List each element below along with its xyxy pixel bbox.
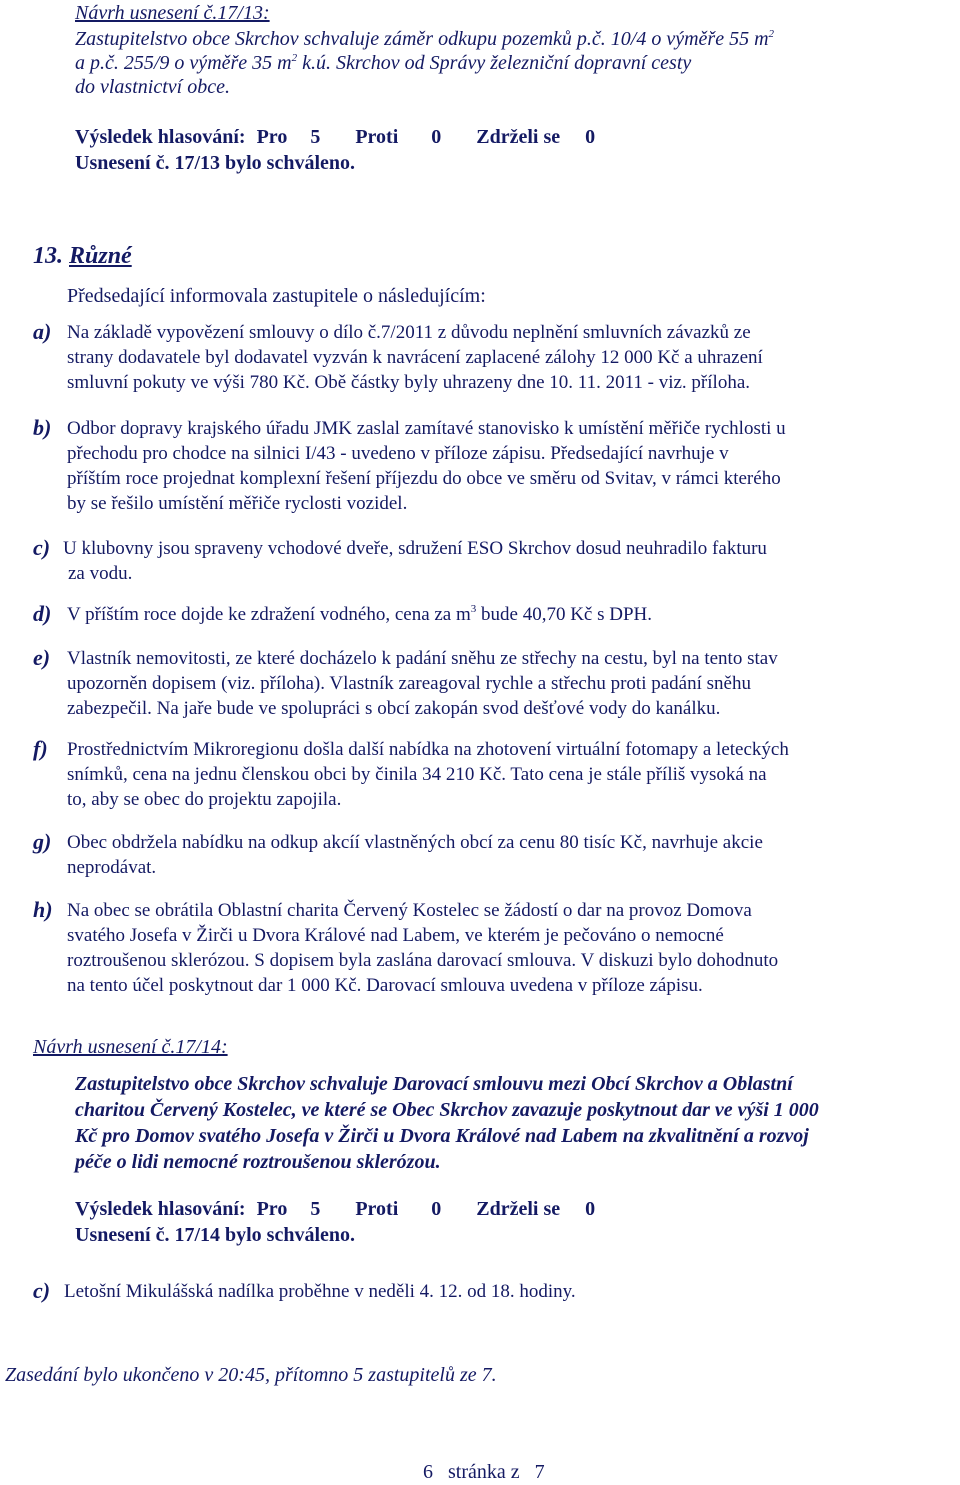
item-c-label: c) (33, 535, 51, 560)
item-c-line: U klubovny jsou spraveny vchodové dveře, sdružení ESO Skrchov dosud neuhradilo fakturu (63, 538, 767, 559)
item-h-label: h) (33, 897, 53, 922)
item-g-line: Obec obdržela nabídku na odkup akcíí vlastněných obcí za cenu 80 tisíc Kč, navrhuje akcie (67, 832, 763, 853)
item-a-line: Na základě vypovězení smlouvy o dílo č.7/2011 z důvodu neplnění smluvních závazků ze (67, 322, 751, 343)
item-b-label: b) (33, 415, 52, 440)
item-g-line: neprodávat. (67, 857, 157, 878)
vote-result-14: Výsledek hlasování: Pro 5 Proti 0 Zdrželi se 0 (75, 1198, 596, 1220)
vote-result-13: Výsledek hlasování: Pro 5 Proti 0 Zdrželi se 0 (75, 126, 596, 148)
item-f-line: Prostřednictvím Mikroregionu došla další nabídka na zhotovení virtuální fotomapy a leteckých (67, 739, 789, 760)
resolution-13-heading: Návrh usnesení č.17/13: (75, 2, 270, 24)
resolution-14-line: péče o lidi nemocné roztroušenou sklerózou. (75, 1151, 441, 1173)
item-c-line: za vodu. (68, 563, 133, 584)
page-footer (423, 1459, 545, 1485)
item-h-line: roztroušenou sklerózou. S dopisem byla zaslána darovací smlouva. V diskuzi bylo dohodnuto (67, 950, 779, 971)
resolution-13-line-3: do vlastnictví obce. (75, 76, 230, 98)
item-f-line: snímků, cena na jednu členskou obci by činila 34 210 Kč. Tato cena je stále příliš vysoká na (67, 764, 767, 785)
resolution-14-line: charitou Červený Kostelec, ve které se Obec Skrchov zavazuje poskytnout dar ve výši 1 000 (75, 1099, 819, 1121)
item-f-line: to, aby se obec do projektu zapojila. (67, 789, 342, 810)
item-d-line: V příštím roce dojde ke zdražení vodného, cena za $m^3$ bude 40,70 Kč s DPH. (67, 603, 653, 625)
resolution-13-line-1: Zastupitelstvo obce Skrchov schvaluje záměr odkupu pozemků p.č. 10/4 o výměře 55 $m^2$ (75, 28, 775, 50)
section-13-intro: Předsedající informovala zastupitele o následujícím: (67, 285, 486, 307)
item-h-line: Na obec se obrátila Oblastní charita Červený Kostelec se žádostí o dar na provoz Domova (67, 900, 752, 921)
resolution-14-result: Usnesení č. 17/14 bylo schváleno. (75, 1224, 356, 1246)
item-b-line: by se řešilo umístění měřiče ryclosti vozidel. (67, 493, 408, 514)
item-e-line: Vlastník nemovitosti, ze které docházelo k padání sněhu ze střechy na cestu, byl na tento stav (67, 648, 778, 669)
closing-note: Zasedání bylo ukončeno v 20:45, přítomno 5 zastupitelů ze 7. (5, 1364, 497, 1386)
item-d-label: d) (33, 601, 52, 626)
item-e-line: upozorněn dopisem (viz. příloha). Vlastník zareagoval rychle a střechu proti padání sněhu (67, 673, 751, 694)
item-b-line: přechodu pro chodce na silnici I/43 - uvedeno v příloze zápisu. Předsedající navrhuje v (67, 443, 729, 464)
item-c-mikulas-text: Letošní Mikulášská nadílka proběhne v neděli 4. 12. od 18. hodiny. (64, 1281, 576, 1302)
item-a-line: smluvní pokuty ve výši 780 Kč. Obě částky byly uhrazeny dne 10. 11. 2011 - viz. příloha. (67, 372, 750, 393)
page-number: 6 (423, 1461, 433, 1483)
item-a-line: strany dodavatele byl dodavatel vyzván k navrácení zaplacené zálohy 12 000 Kč a uhrazení (67, 347, 763, 368)
resolution-13-block (75, 1, 774, 99)
item-e-label: e) (33, 645, 51, 670)
page-total: 7 (534, 1461, 545, 1483)
resolution-13-result: Usnesení č. 17/13 bylo schváleno. (75, 152, 356, 174)
item-a-label: a) (33, 319, 52, 344)
resolution-14-text (75, 1071, 819, 1175)
item-b-line: Odbor dopravy krajského úřadu JMK zaslal zamítavé stanovisko k umístění měřiče rychlosti u (67, 418, 786, 439)
item-f-label: f) (33, 736, 48, 761)
resolution-14-heading: Návrh usnesení č.17/14: (33, 1036, 228, 1058)
resolution-13-line-2: a p.č. 255/9 o výměře 35 $m^2$ k.ú. Skrchov od Správy železniční dopravní cesty (75, 52, 692, 74)
item-c-mikulas-label: c) (33, 1278, 51, 1303)
page-footer-text: stránka z (448, 1461, 520, 1483)
item-b-line: příštím roce projednat komplexní řešení příjezdu do obce ve směru od Svitav, v rámci kterého (67, 468, 781, 489)
item-h-line: svatého Josefa v Žirči u Dvora Králové nad Labem, ve kterém je pečováno o nemocné (67, 925, 724, 946)
section-13-heading: 13. Různé (33, 243, 132, 269)
resolution-14-line: Kč pro Domov svatého Josefa v Žirči u Dvora Králové nad Labem na zkvalitnění a rozvoj (75, 1125, 809, 1147)
item-g-label: g) (33, 829, 52, 854)
resolution-14-line: Zastupitelstvo obce Skrchov schvaluje Darovací smlouvu mezi Obcí Skrchov a Oblastní (75, 1073, 793, 1095)
item-e-line: zabezpečil. Na jaře bude ve spolupráci s obcí zakopán svod dešťové vody do kanálku. (67, 698, 721, 719)
item-h-line: na tento účel poskytnout dar 1 000 Kč. Darovací smlouva uvedena v příloze zápisu. (67, 975, 703, 996)
